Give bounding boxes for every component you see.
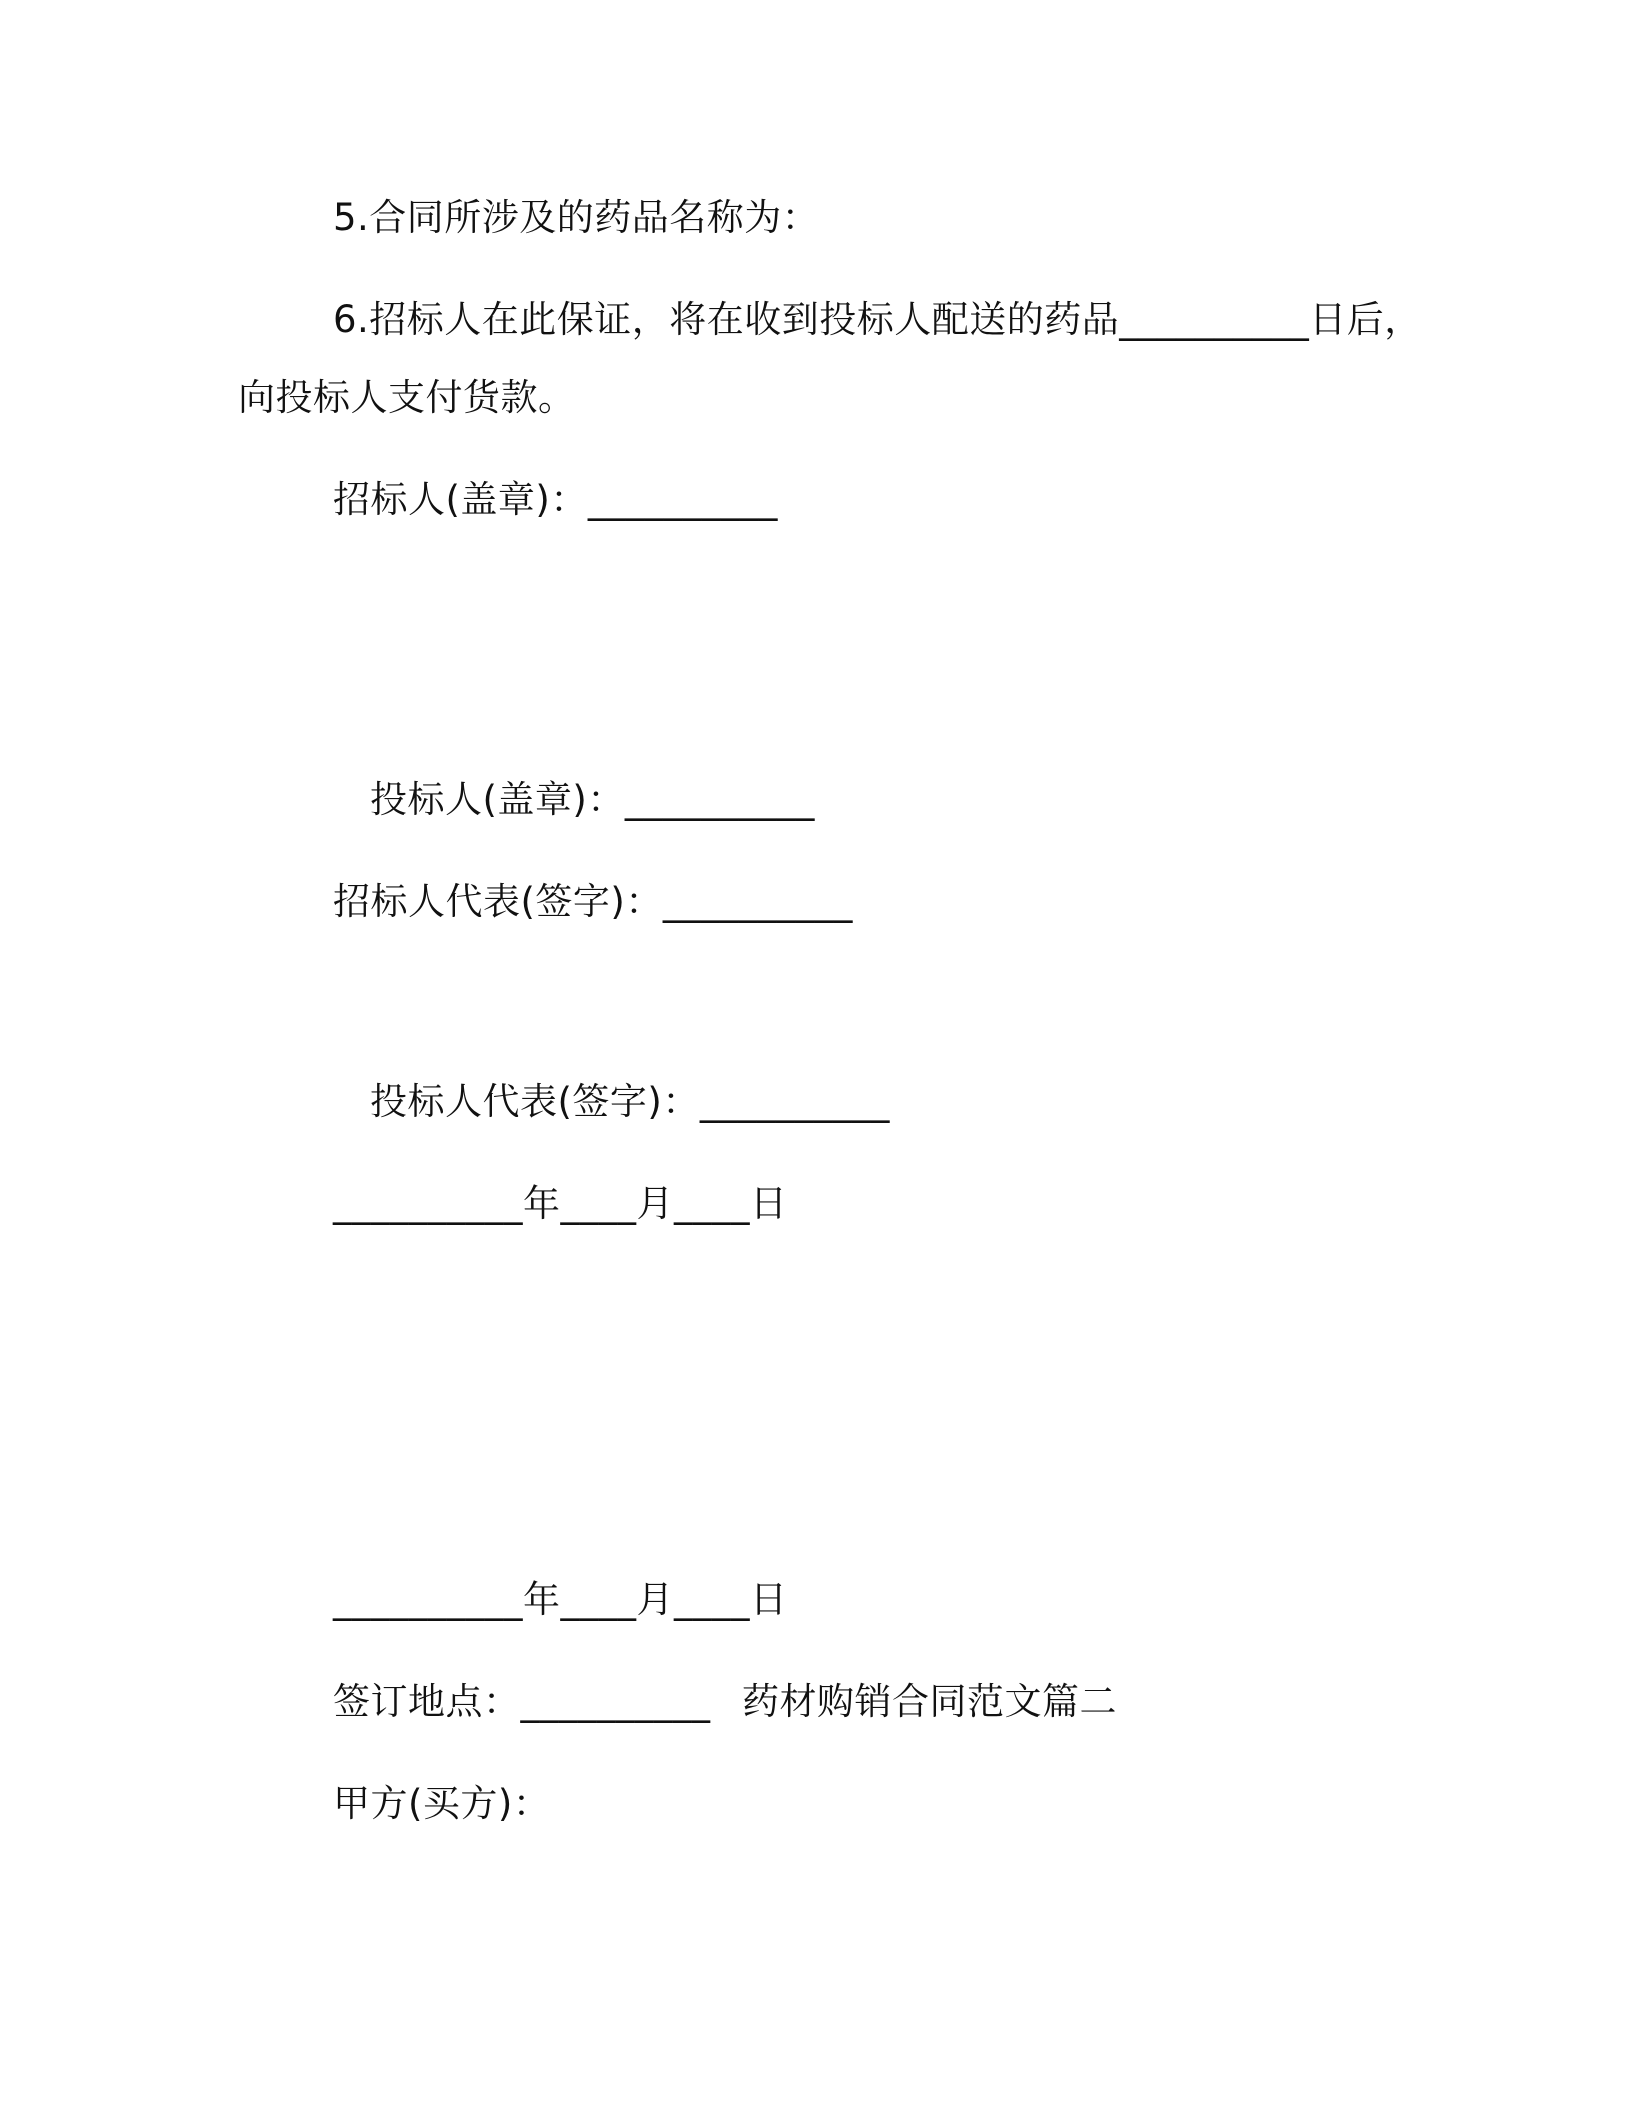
clause-6-line-1: 6.招标人在此保证，将在收到投标人配送的药品__________日后， [333,298,1422,341]
signing-place-field: 签订地点：__________ [333,1680,711,1723]
next-article-title: 药材购销合同范文篇二 [742,1680,1117,1723]
bidder-seal-field: 投标人(盖章)：__________ [370,778,815,821]
tenderer-seal-field: 招标人(盖章)：__________ [333,478,778,521]
date-field-2: __________年____月____日 [333,1578,788,1621]
party-a-buyer-field: 甲方(买方)： [333,1782,551,1825]
date-field-1: __________年____月____日 [333,1182,788,1225]
tenderer-representative-signature-field: 招标人代表(签字)：__________ [333,880,853,923]
clause-6-line-2: 向投标人支付货款。 [238,376,576,419]
bidder-representative-signature-field: 投标人代表(签字)：__________ [370,1080,890,1123]
clause-5-drug-name: 5.合同所涉及的药品名称为： [333,196,820,239]
